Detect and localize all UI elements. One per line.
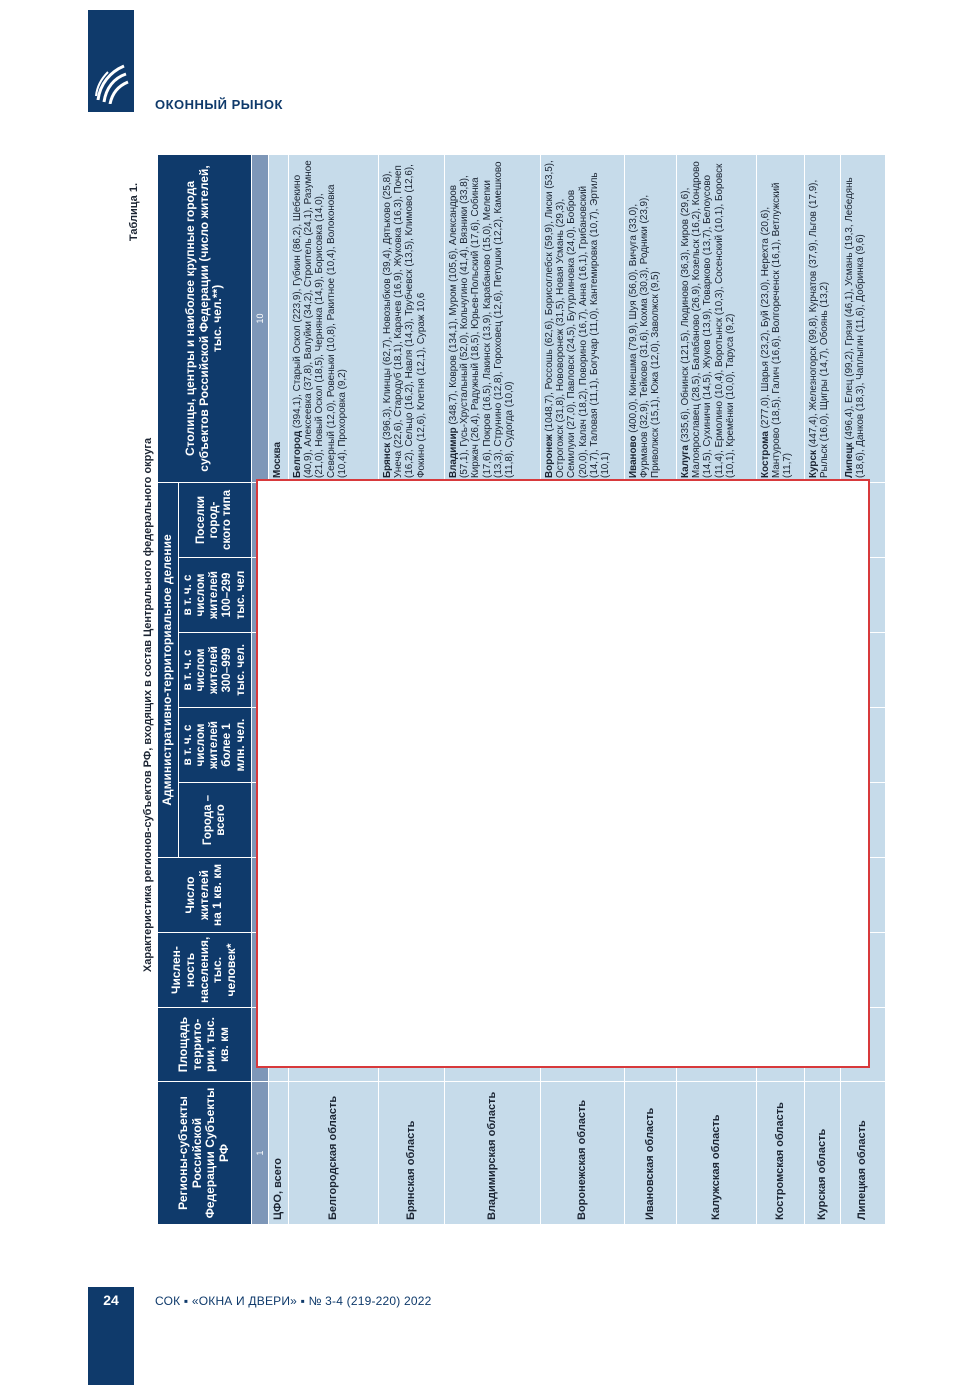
cities-cell — [676, 154, 756, 482]
cities-cell — [269, 154, 289, 482]
cities-cell — [378, 154, 444, 482]
capital-name: Москва — [272, 441, 284, 478]
col-number: 1 — [251, 1082, 268, 1225]
region-name: Владимирская область — [444, 1082, 540, 1225]
region-name: Брянская область — [378, 1082, 444, 1225]
cities-list: (348,7), Ковров (134,1), Муром (105,6), Александров (57,1), Гусь-Хрустальный (52,0), Кольчугино (41,4), Вязники (33,8), Киржач (26,4), Радужный (18,5), Юрьев-Польский (17,6), Собинка (17,6), Покров (16,5), Лакинск (13,9), Карабаново (15,0), Мелenки (13,3), Струнино (12,8), Гороховец (12,6), Петушки (12,2), Камешково (11,8), Судогда (10,0) — [447, 161, 516, 478]
col-number: 10 — [251, 154, 268, 482]
header-over-1m: в т. ч. с числом жителей более 1 млн. чел. — [178, 708, 251, 783]
region-name: Курская область — [804, 1082, 840, 1225]
cities-cell — [288, 154, 378, 482]
cities-cell — [624, 154, 676, 482]
cities-cell — [840, 154, 885, 482]
region-name: Ивановская область — [624, 1082, 676, 1225]
region-name: Воронежская область — [540, 1082, 624, 1225]
section-title: ОКОННЫЙ РЫНОК — [155, 97, 283, 112]
cities-list: (447,4), Железногорск (99,8), Курчатов (37,9), Льгов (17,9), Рыльск (16,0), Щигры (14,7), Обоянь (13,2) — [807, 179, 830, 478]
cities-list: (394,1), Старый Оскол (223,9), Губкин (86,2), Шебекино (40,9), Алексеевка (37,8), Валуйки (34,2), Строитель (24,1), Разумное (21,0), Новый Оскол (18,5), Чернянка (14,9), Борисовка (14,0), Северный (12,0), Ровеньки (10,8), Ракитное (10,4), Волоконовка (10,4), Прохоровка (9,2) — [291, 160, 348, 478]
region-name: Липецкая область — [840, 1082, 885, 1225]
header-settlements: Поселки город-ского типа — [178, 482, 251, 557]
table-label: Таблица 1. — [128, 183, 140, 242]
header-population: Числен-ность населения, тыс. человек* — [158, 933, 252, 1008]
logo-icon — [94, 60, 130, 104]
capital-name: Иваново — [627, 435, 639, 478]
capital-name: Липецк — [843, 442, 855, 478]
capital-name: Кострома — [759, 431, 771, 478]
cities-list: (400,0), Кинешма (79,9), Шуя (56,0), Вичуга (33,0), Фурманов (32,9), Тейково (31,6), Кохма (30,3), Родники (23,9), Приволжск (15,1), Южа (12,0), Заволжск (9,5) — [627, 194, 662, 478]
cities-list: (277,0), Шарья (23,2), Буй (23,0), Нерехта (20,6), Мантурово (18,5), Галич (16,6), Волгореченск (16,1), Ветлужский (11,7) — [759, 182, 794, 478]
cities-list: (496,4), Елец (99,2), Грязи (46,1), Усмань (19,3, Лебедянь (18,6), Данков (18,3), Чаплыгин (11,6), Добринка (9,6) — [843, 177, 866, 478]
header-density: Число жителей на 1 кв. км — [158, 858, 252, 933]
redacted-area — [256, 479, 870, 1068]
capital-name: Брянск — [381, 442, 393, 478]
cities-cell — [804, 154, 840, 482]
header-from-100: в т. ч. с числом жителей 100–299 тыс. чел — [178, 558, 251, 633]
header-area: Площадь террито-рии, тыс. кв. км — [158, 1008, 252, 1082]
cities-cell — [444, 154, 540, 482]
capital-name: Курск — [807, 450, 819, 478]
page-number: 24 — [103, 1292, 119, 1308]
header-capitals: Столицы, центры и наиболее крупные города субъектов Российской Федерации (число жителей, тыс. чел.**) — [158, 154, 252, 482]
header-cities-total: Города – всего — [178, 783, 251, 858]
capital-name: Владимир — [447, 427, 459, 478]
region-name: ЦФО, всего — [269, 1082, 289, 1225]
capital-name: Воронеж — [543, 434, 555, 478]
cities-cell — [756, 154, 804, 482]
region-name: Белгородская область — [288, 1082, 378, 1225]
capital-name: Белгород — [291, 430, 303, 478]
cities-list: (396,3), Клинцы (62,7), Новозыбков (39,4), Дятьково (25,8), Унеча (22,6), Стародуб (18,1), Карачев (16,9), Жуковка (16,3), Почеп (16,2), Сельцо (16,2), Навля (14,3), Трубчевск (13,5), Климово (12,6), Фокино (12,6), Клетня (12,1), Сураж 10,6 — [381, 164, 427, 478]
table-caption: Характеристика регионов-субъектов РФ, входящих в состав Центрального федерального округа — [142, 437, 154, 973]
header-from-300: в т. ч. с числом жителей 300–999 тыс. чел. — [178, 633, 251, 708]
header-admin: Административно-территориальное деление — [158, 482, 179, 857]
capital-name: Калуга — [679, 445, 691, 478]
cities-list: (1048,7), Россошь (62,6), Борисоглебск (59,9), Лиски (53,5), Острогожск (31,8), Нововоронеж (31,5), Новая Усмань (29,3), Семилуки (27,0), Павловск (24,5), Бутурлиновка (24,0), Бобров (20,0), Калач (18,2), Поворино (16,7), Анна (16,1), Грибановский (14,7), Таловая (11,1), Богучар (11,0), Кантемировка (10,7), Эртиль (10,1) — [543, 160, 612, 478]
region-name: Костромская область — [756, 1082, 804, 1225]
footer-text: СОК ▪ «ОКНА И ДВЕРИ» ▪ № 3-4 (219-220) 2022 — [155, 1294, 432, 1308]
cities-cell — [540, 154, 624, 482]
header-regions: Регионы-субъекты Российской Федерации Субъекты РФ — [158, 1082, 252, 1225]
region-name: Калужская область — [676, 1082, 756, 1225]
cities-list: (335,6), Обнинск (121,5), Людиново (36,3), Киров (29,6), Малоярославец (28,5), Балабаново (26,9), Козельск (16,2), Кондрово (14,5), Сухиничи (14,5), Жуков (13,9), Товарково (13,7), Белоусово (11,4), Ермолино (10,4), Воротынск (10,3), Сосенский (10,1), Боровск (10,1), Кремёнки (10,0), Таруса (9,2) — [679, 161, 736, 478]
